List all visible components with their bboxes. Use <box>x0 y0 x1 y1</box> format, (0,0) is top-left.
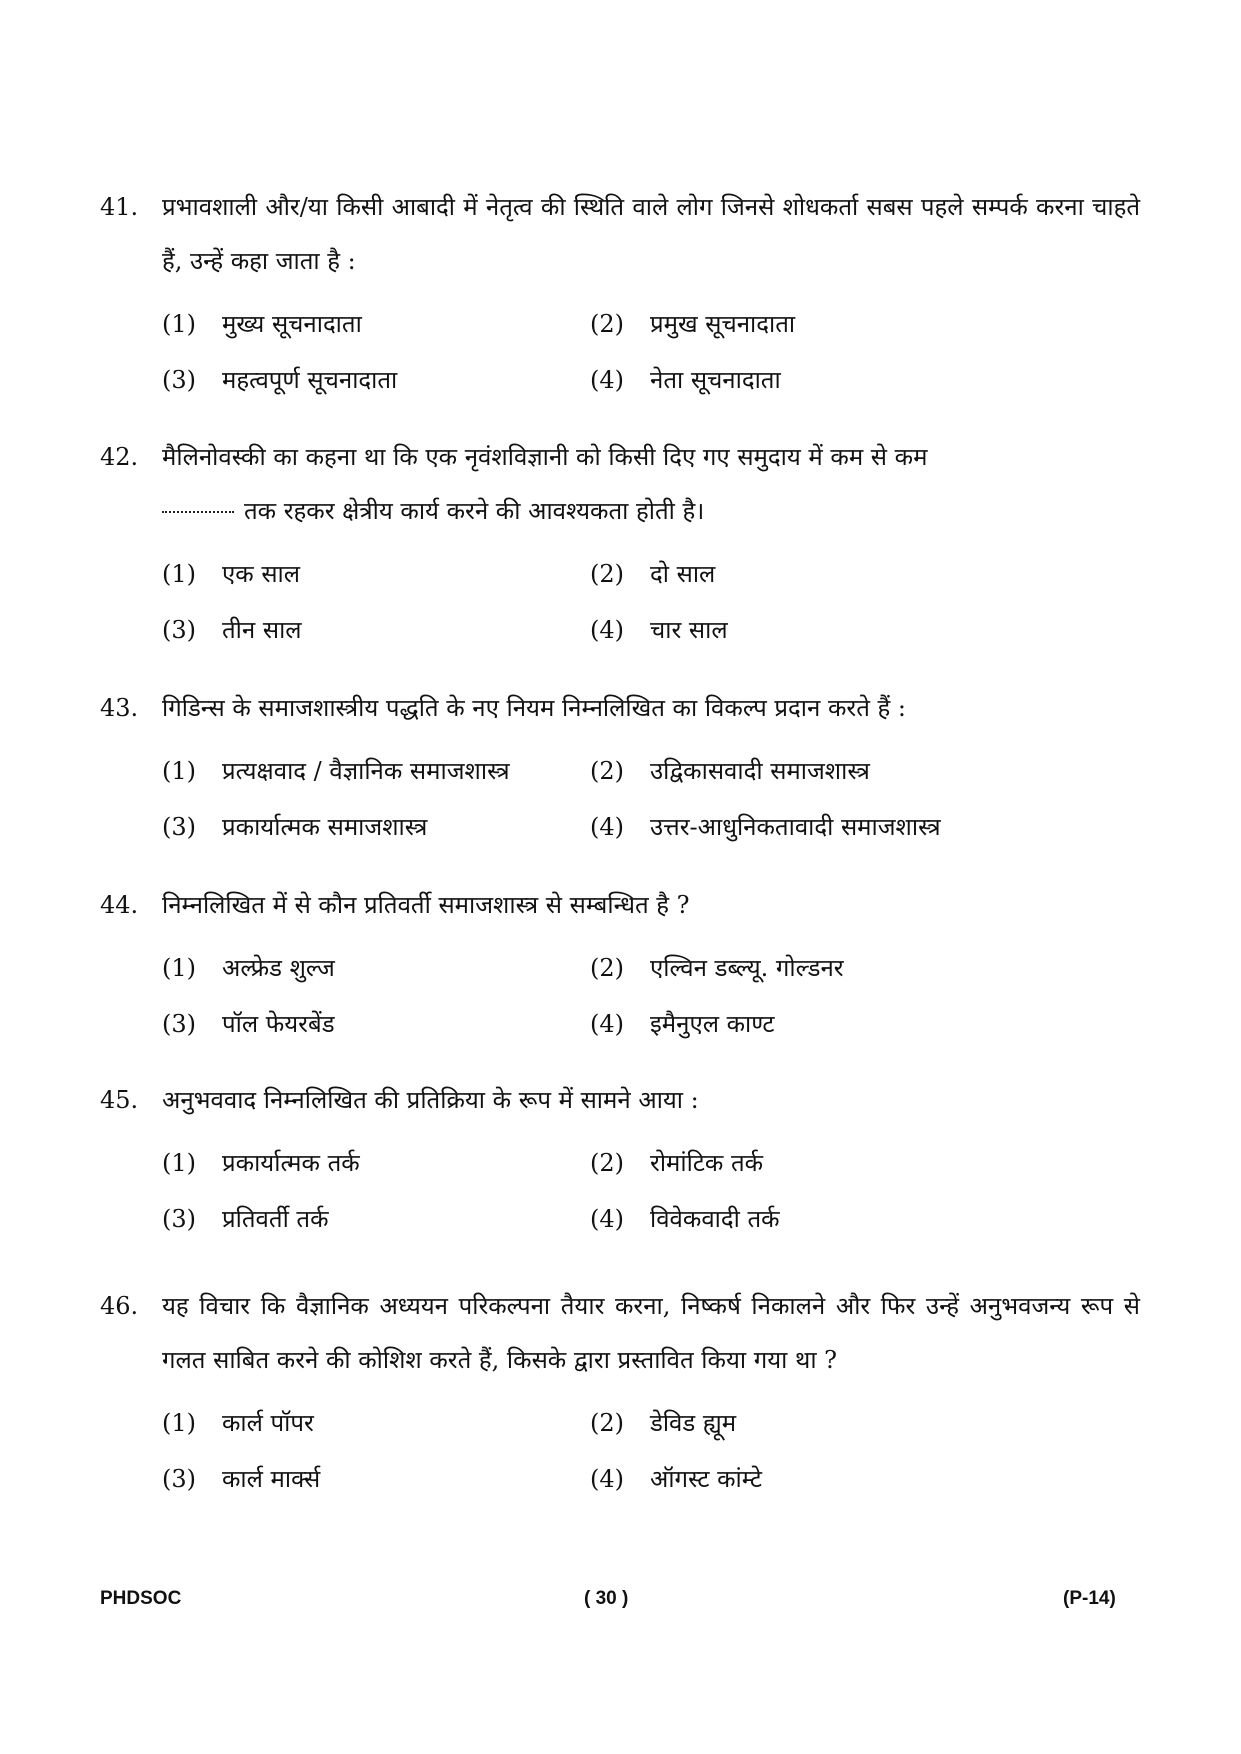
question-42 <box>100 430 1140 658</box>
option-1: (1) कार्ल पॉपर <box>162 1409 314 1437</box>
option-1: (1) अल्फ्रेड शुल्ज <box>162 954 335 982</box>
question-number: 43. <box>100 694 139 722</box>
question-text: निम्नलिखित में से कौन प्रतिवर्ती समाजशास्त्र से सम्बन्धित है ? <box>162 891 690 919</box>
question-45 <box>100 1073 1140 1247</box>
option-2: (2) उद्विकासवादी समाजशास्त्र <box>590 757 870 785</box>
option-4: (4) उत्तर-आधुनिकतावादी समाजशास्त्र <box>590 813 941 841</box>
options <box>162 296 1140 408</box>
option-3: (3) तीन साल <box>162 616 302 644</box>
option-2: (2) दो साल <box>590 560 716 588</box>
option-2: (2) एल्विन डब्ल्यू. गोल्डनर <box>590 954 844 982</box>
options <box>162 1395 1140 1507</box>
question-43 <box>100 681 1140 855</box>
option-2: (2) डेविड ह्यूम <box>590 1409 737 1437</box>
option-3: (3) महत्वपूर्ण सूचनादाता <box>162 366 398 394</box>
question-number: 46. <box>100 1292 139 1320</box>
option-2: (2) रोमांटिक तर्क <box>590 1149 764 1177</box>
question-number: 45. <box>100 1086 139 1114</box>
question-text: यह विचार कि वैज्ञानिक अध्ययन परिकल्पना तैयार करना, निष्कर्ष निकालने और फिर उन्हें अनुभवजन्य रूप से गलत साबित करने की कोशिश करते हैं, किसके द्वारा प्रस्तावित किया गया था ? <box>162 1292 1140 1374</box>
options <box>162 743 1140 855</box>
option-4: (4) विवेकवादी तर्क <box>590 1205 780 1233</box>
question-41 <box>100 180 1140 408</box>
question-number: 44. <box>100 891 139 919</box>
option-4: (4) चार साल <box>590 616 728 644</box>
options <box>162 1135 1140 1247</box>
option-1: (1) एक साल <box>162 560 301 588</box>
option-2: (2) प्रमुख सूचनादाता <box>590 310 796 338</box>
question-text: गिडिन्स के समाजशास्त्रीय पद्धति के नए नियम निम्नलिखित का विकल्प प्रदान करते हैं : <box>162 694 906 722</box>
footer-set-code: (P-14) <box>1063 1588 1116 1609</box>
question-number: 42. <box>100 443 139 471</box>
option-1: (1) प्रत्यक्षवाद / वैज्ञानिक समाजशास्त्र <box>162 757 510 785</box>
question-number: 41. <box>100 193 139 221</box>
option-3: (3) कार्ल मार्क्स <box>162 1465 321 1493</box>
question-text: मैलिनोवस्की का कहना था कि एक नृवंशविज्ञानी को किसी दिए गए समुदाय में कम से कम तक रहकर क्षेत्रीय कार्य करने की आवश्यकता होती है। <box>162 443 928 525</box>
option-1: (1) मुख्य सूचनादाता <box>162 310 362 338</box>
option-3: (3) पॉल फेयरबेंड <box>162 1010 335 1038</box>
question-text: अनुभववाद निम्नलिखित की प्रतिक्रिया के रूप में सामने आया : <box>162 1086 699 1114</box>
question-46 <box>100 1279 1140 1507</box>
question-text: प्रभावशाली और/या किसी आबादी में नेतृत्व की स्थिति वाले लोग जिनसे शोधकर्ता सबस पहले सम्पर्क करना चाहते हैं, उन्हें कहा जाता है : <box>162 193 1140 275</box>
option-3: (3) प्रकार्यात्मक समाजशास्त्र <box>162 813 428 841</box>
question-44 <box>100 878 1140 1052</box>
option-4: (4) इमैनुएल काण्ट <box>590 1010 775 1038</box>
option-4: (4) ऑगस्ट कांम्टे <box>590 1465 763 1493</box>
footer-page-number: ( 30 ) <box>584 1588 629 1609</box>
option-3: (3) प्रतिवर्ती तर्क <box>162 1205 329 1233</box>
answer-blank <box>162 511 234 513</box>
options <box>162 546 1140 658</box>
options <box>162 940 1140 1052</box>
option-4: (4) नेता सूचनादाता <box>590 366 781 394</box>
footer-paper-code: PHDSOC <box>100 1588 182 1609</box>
option-1: (1) प्रकार्यात्मक तर्क <box>162 1149 360 1177</box>
